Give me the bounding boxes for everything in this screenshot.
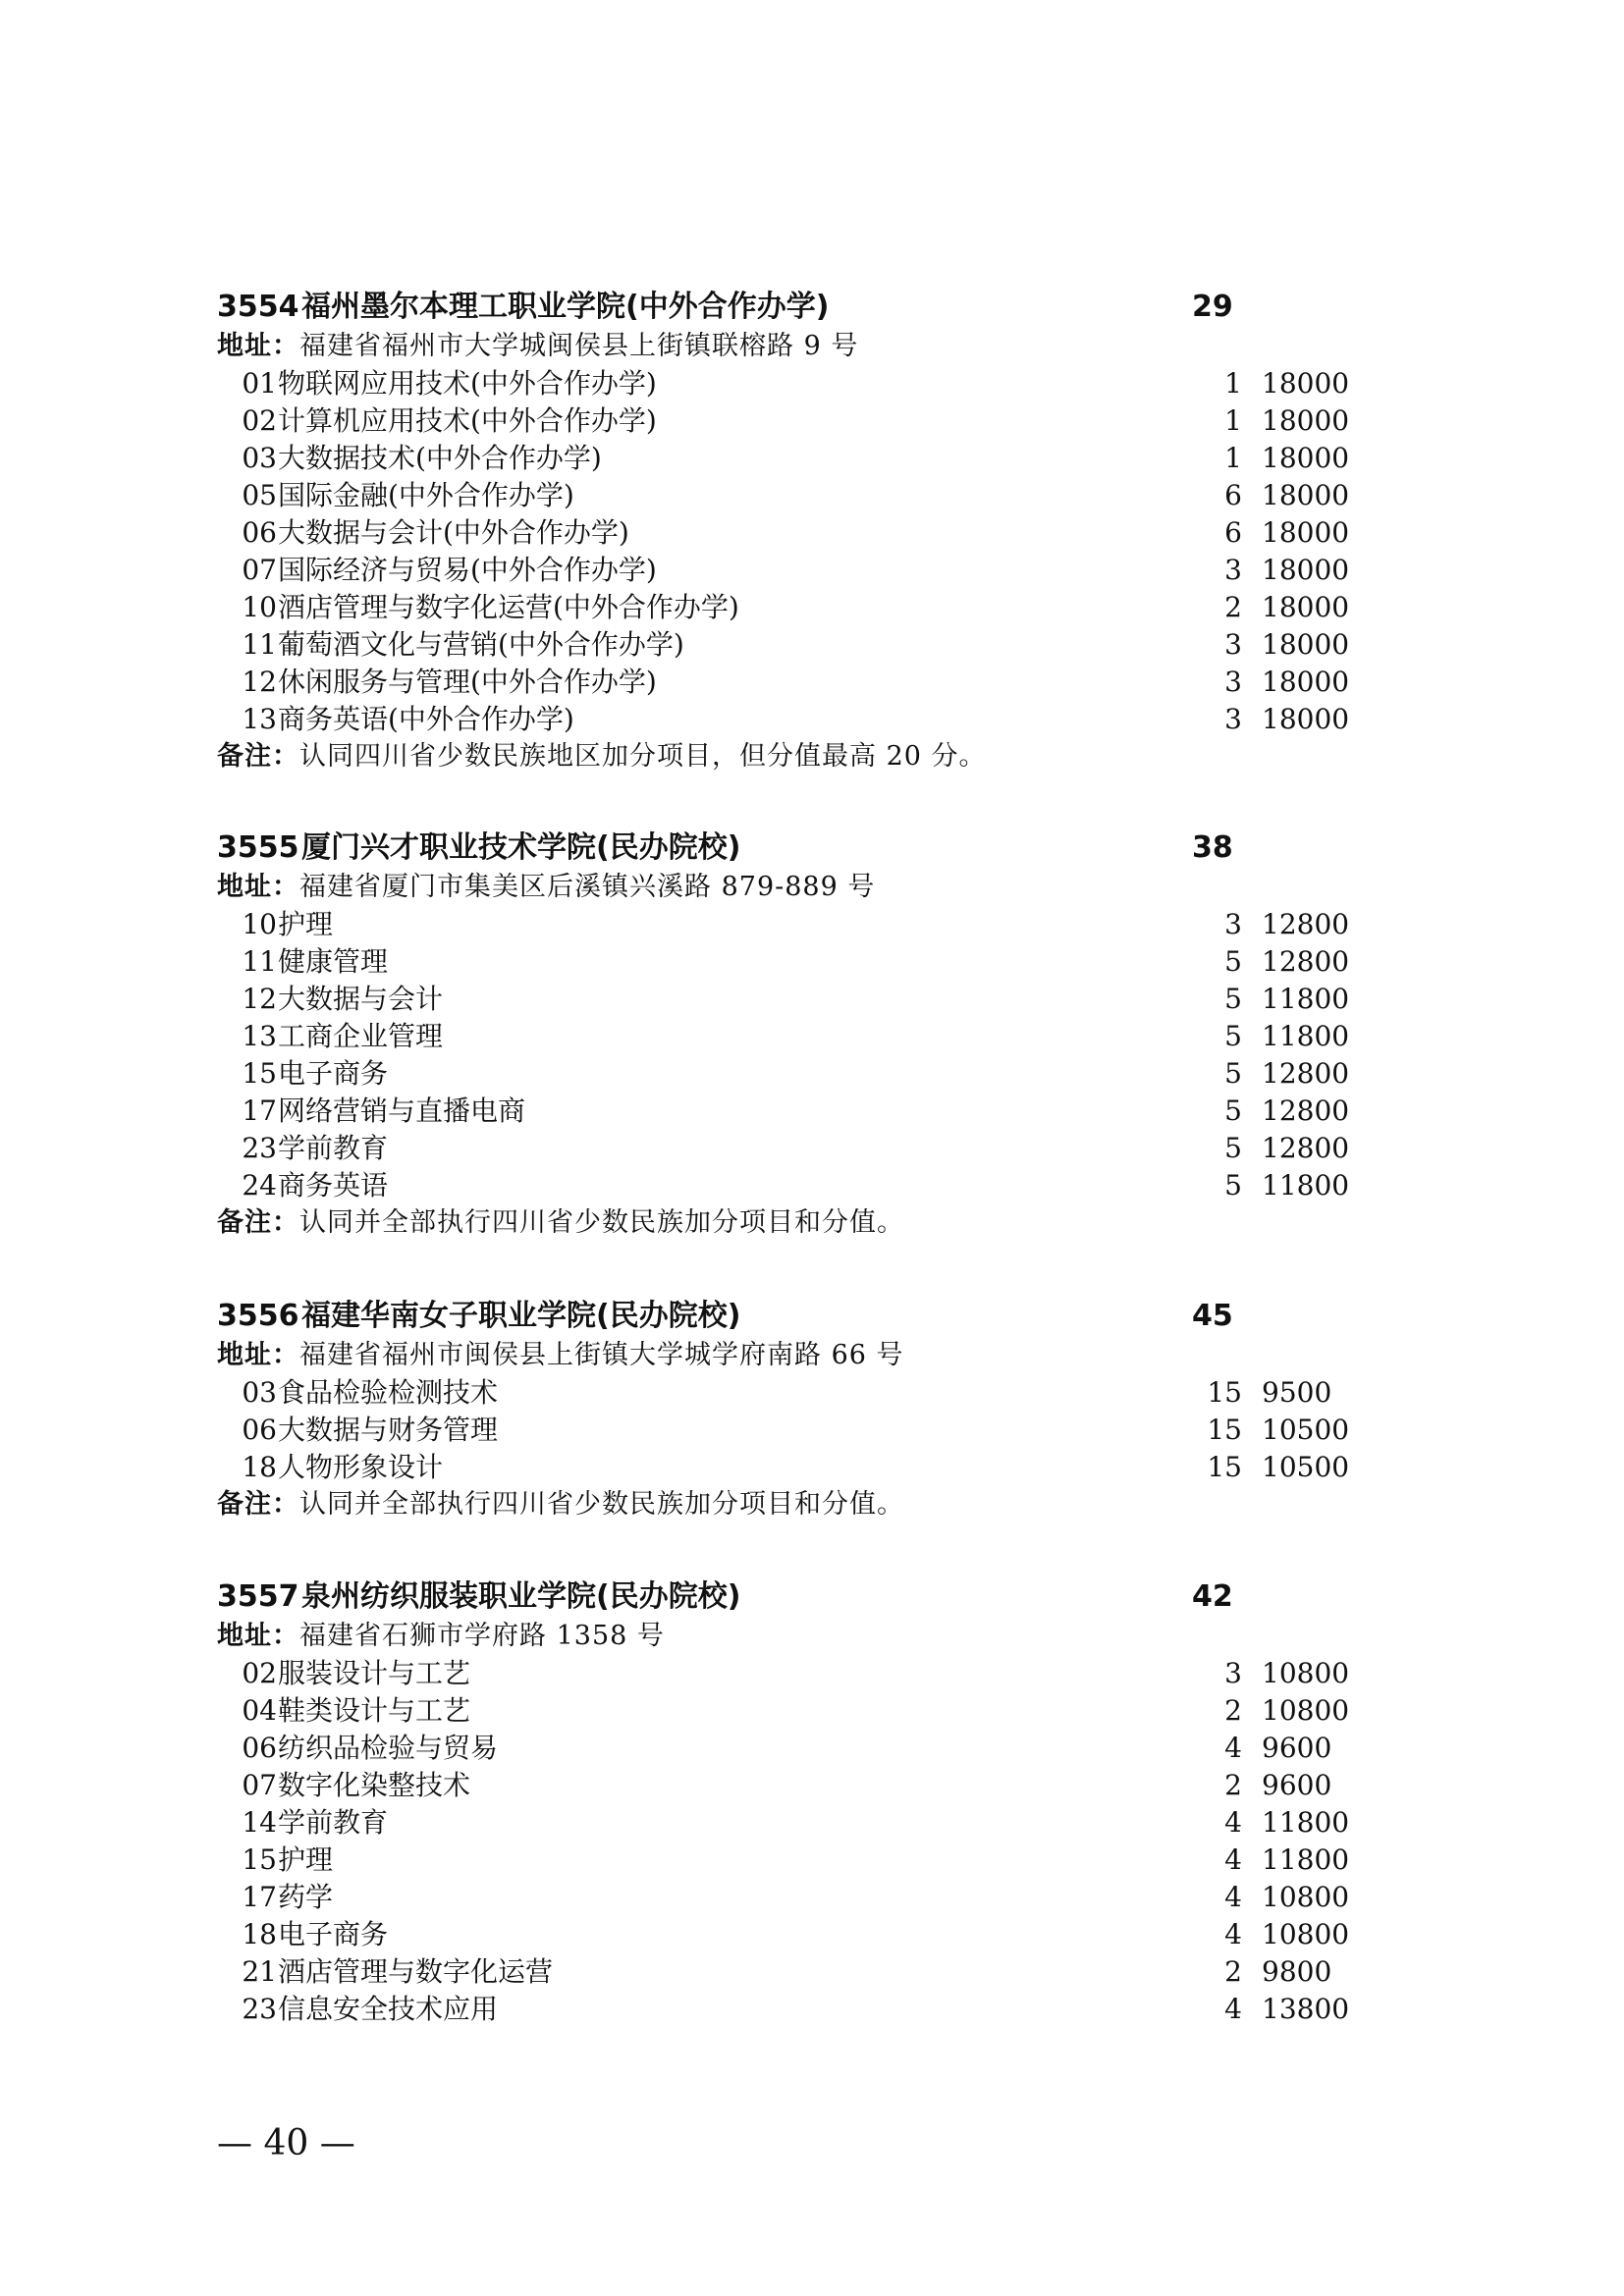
- major-name: 大数据与会计(中外合作办学): [278, 516, 629, 549]
- major-code: 14: [242, 1806, 277, 1839]
- major-tuition: 11800: [1262, 983, 1350, 1015]
- major-quota: 5: [1224, 1132, 1242, 1164]
- major-name: 电子商务: [278, 1057, 389, 1090]
- major-tuition: 9600: [1262, 1732, 1332, 1764]
- major-quota: 2: [1224, 1769, 1242, 1801]
- major-row: [217, 1953, 1395, 1991]
- major-quota: 15: [1207, 1414, 1242, 1446]
- major-tuition: 9600: [1262, 1769, 1332, 1801]
- major-row: [217, 402, 1395, 440]
- major-row: [217, 1130, 1395, 1167]
- major-tuition: 10800: [1262, 1918, 1350, 1950]
- major-name: 商务英语: [278, 1169, 389, 1201]
- major-row: [217, 626, 1395, 664]
- major-name: 护理: [278, 908, 334, 940]
- major-name: 大数据与会计: [278, 983, 444, 1015]
- major-tuition: 18000: [1262, 404, 1350, 437]
- major-quota: 3: [1224, 554, 1242, 586]
- major-name: 学前教育: [278, 1806, 389, 1839]
- major-name: 休闲服务与管理(中外合作办学): [278, 666, 657, 698]
- major-name: 葡萄酒文化与营销(中外合作办学): [278, 628, 684, 661]
- major-quota: 6: [1224, 479, 1242, 511]
- major-tuition: 18000: [1262, 591, 1350, 623]
- major-code: 05: [242, 479, 277, 511]
- major-quota: 4: [1224, 1881, 1242, 1913]
- major-code: 02: [242, 1657, 277, 1689]
- major-quota: 2: [1224, 1694, 1242, 1727]
- major-tuition: 11800: [1262, 1169, 1350, 1201]
- major-tuition: 11800: [1262, 1843, 1350, 1876]
- major-code: 15: [242, 1843, 277, 1876]
- note-label: 备注：: [217, 1207, 299, 1238]
- major-row: [217, 440, 1395, 477]
- major-name: 国际金融(中外合作办学): [278, 479, 574, 511]
- major-code: 07: [242, 1769, 277, 1801]
- major-code: 11: [242, 628, 277, 661]
- major-row: [217, 477, 1395, 514]
- major-code: 07: [242, 554, 277, 586]
- school-code: 3557: [217, 1579, 299, 1614]
- major-tuition: 12800: [1262, 908, 1350, 940]
- major-code: 17: [242, 1881, 277, 1913]
- major-row: [217, 1804, 1395, 1842]
- major-tuition: 10800: [1262, 1657, 1350, 1689]
- major-row: [217, 1991, 1395, 2028]
- major-code: 23: [242, 1993, 277, 2025]
- major-tuition: 18000: [1262, 442, 1350, 474]
- major-code: 10: [242, 908, 277, 940]
- major-row: [217, 1916, 1395, 1953]
- major-quota: 5: [1224, 945, 1242, 978]
- major-quota: 3: [1224, 908, 1242, 940]
- major-quota: 4: [1224, 1806, 1242, 1839]
- major-name: 酒店管理与数字化运营: [278, 1955, 554, 1988]
- major-quota: 15: [1207, 1451, 1242, 1483]
- major-name: 大数据技术(中外合作办学): [278, 442, 602, 474]
- school-name: 泉州纺织服装职业学院(民办院校): [301, 1579, 741, 1614]
- major-name: 大数据与财务管理: [278, 1414, 499, 1446]
- major-code: 15: [242, 1057, 277, 1090]
- major-code: 10: [242, 591, 277, 623]
- major-code: 23: [242, 1132, 277, 1164]
- major-row: [217, 1167, 1395, 1204]
- major-code: 24: [242, 1169, 277, 1201]
- major-quota: 1: [1224, 367, 1242, 400]
- major-quota: 4: [1224, 1732, 1242, 1764]
- school-note: [217, 1486, 1395, 1523]
- major-row: [217, 1412, 1395, 1449]
- major-code: 21: [242, 1955, 277, 1988]
- major-quota: 3: [1224, 1657, 1242, 1689]
- note-text: 认同并全部执行四川省少数民族加分项目和分值。: [299, 1489, 904, 1520]
- major-row: [217, 906, 1395, 943]
- major-code: 06: [242, 1414, 277, 1446]
- major-row: [217, 1018, 1395, 1055]
- major-name: 人物形象设计: [278, 1451, 444, 1483]
- major-code: 03: [242, 1376, 277, 1409]
- major-name: 鞋类设计与工艺: [278, 1694, 471, 1727]
- major-quota: 5: [1224, 1095, 1242, 1127]
- major-name: 国际经济与贸易(中外合作办学): [278, 554, 657, 586]
- major-quota: 4: [1224, 1918, 1242, 1950]
- major-row: [217, 1692, 1395, 1730]
- major-name: 食品检验检测技术: [278, 1376, 499, 1409]
- school-total-quota: 42: [1192, 1579, 1233, 1614]
- major-tuition: 10800: [1262, 1881, 1350, 1913]
- major-quota: 1: [1224, 442, 1242, 474]
- major-name: 服装设计与工艺: [278, 1657, 471, 1689]
- major-row: [217, 1767, 1395, 1804]
- major-row: [217, 1730, 1395, 1767]
- major-tuition: 12800: [1262, 1132, 1350, 1164]
- school-header: [217, 287, 1395, 328]
- major-tuition: 13800: [1262, 1993, 1350, 2025]
- major-row: [217, 664, 1395, 701]
- major-name: 计算机应用技术(中外合作办学): [278, 404, 657, 437]
- major-tuition: 10500: [1262, 1451, 1350, 1483]
- school-code: 3554: [217, 290, 299, 324]
- major-name: 信息安全技术应用: [278, 1993, 499, 2025]
- major-code: 13: [242, 703, 277, 735]
- major-code: 18: [242, 1451, 277, 1483]
- major-quota: 6: [1224, 516, 1242, 549]
- major-row: [217, 1449, 1395, 1486]
- major-tuition: 10500: [1262, 1414, 1350, 1446]
- major-quota: 2: [1224, 591, 1242, 623]
- major-row: [217, 943, 1395, 981]
- major-name: 药学: [278, 1881, 334, 1913]
- major-code: 17: [242, 1095, 277, 1127]
- note-label: 备注：: [217, 1489, 299, 1520]
- note-text: 认同四川省少数民族地区加分项目，但分值最高 20 分。: [299, 741, 987, 772]
- school-header: [217, 1576, 1395, 1618]
- address-text: 福建省石狮市学府路 1358 号: [299, 1621, 665, 1651]
- major-tuition: 9800: [1262, 1955, 1332, 1988]
- school-section: [217, 287, 1395, 775]
- major-code: 04: [242, 1694, 277, 1727]
- major-row: [217, 1879, 1395, 1916]
- address-label: 地址：: [217, 1340, 299, 1370]
- major-tuition: 18000: [1262, 367, 1350, 400]
- major-name: 电子商务: [278, 1918, 389, 1950]
- school-code: 3555: [217, 830, 299, 865]
- major-tuition: 18000: [1262, 628, 1350, 661]
- major-name: 学前教育: [278, 1132, 389, 1164]
- major-code: 11: [242, 945, 277, 978]
- major-tuition: 10800: [1262, 1694, 1350, 1727]
- school-address: [217, 1618, 1395, 1655]
- major-name: 物联网应用技术(中外合作办学): [278, 367, 657, 400]
- school-total-quota: 45: [1192, 1299, 1233, 1333]
- major-quota: 3: [1224, 628, 1242, 661]
- major-quota: 3: [1224, 666, 1242, 698]
- major-name: 数字化染整技术: [278, 1769, 471, 1801]
- major-code: 13: [242, 1020, 277, 1052]
- major-code: 06: [242, 1732, 277, 1764]
- address-text: 福建省福州市闽侯县上街镇大学城学府南路 66 号: [299, 1340, 904, 1370]
- note-text: 认同并全部执行四川省少数民族加分项目和分值。: [299, 1207, 904, 1238]
- major-tuition: 12800: [1262, 945, 1350, 978]
- school-address: [217, 328, 1395, 365]
- major-row: [217, 701, 1395, 738]
- major-row: [217, 552, 1395, 589]
- school-address: [217, 1337, 1395, 1374]
- major-code: 02: [242, 404, 277, 437]
- school-section: [217, 1576, 1395, 2028]
- major-code: 18: [242, 1918, 277, 1950]
- school-code: 3556: [217, 1299, 299, 1333]
- major-name: 网络营销与直播电商: [278, 1095, 526, 1127]
- major-quota: 15: [1207, 1376, 1242, 1409]
- major-quota: 5: [1224, 983, 1242, 1015]
- page-number: — 40 —: [217, 2123, 355, 2163]
- school-header: [217, 828, 1395, 869]
- major-tuition: 9500: [1262, 1376, 1332, 1409]
- school-name: 福州墨尔本理工职业学院(中外合作办学): [301, 290, 830, 324]
- school-name: 福建华南女子职业学院(民办院校): [301, 1299, 741, 1333]
- major-quota: 5: [1224, 1020, 1242, 1052]
- address-label: 地址：: [217, 872, 299, 902]
- major-row: [217, 589, 1395, 626]
- major-tuition: 18000: [1262, 516, 1350, 549]
- school-header: [217, 1296, 1395, 1337]
- major-row: [217, 514, 1395, 552]
- address-label: 地址：: [217, 331, 299, 361]
- school-address: [217, 869, 1395, 906]
- major-tuition: 11800: [1262, 1020, 1350, 1052]
- major-name: 纺织品检验与贸易: [278, 1732, 499, 1764]
- address-label: 地址：: [217, 1621, 299, 1651]
- major-name: 商务英语(中外合作办学): [278, 703, 574, 735]
- major-tuition: 12800: [1262, 1095, 1350, 1127]
- major-quota: 3: [1224, 703, 1242, 735]
- major-quota: 2: [1224, 1955, 1242, 1988]
- major-tuition: 18000: [1262, 479, 1350, 511]
- major-tuition: 12800: [1262, 1057, 1350, 1090]
- note-label: 备注：: [217, 741, 299, 772]
- major-quota: 5: [1224, 1057, 1242, 1090]
- major-name: 护理: [278, 1843, 334, 1876]
- school-name: 厦门兴才职业技术学院(民办院校): [301, 830, 741, 865]
- major-quota: 5: [1224, 1169, 1242, 1201]
- school-section: [217, 1296, 1395, 1523]
- school-section: [217, 828, 1395, 1242]
- major-row: [217, 1374, 1395, 1412]
- school-total-quota: 38: [1192, 830, 1233, 865]
- major-quota: 4: [1224, 1993, 1242, 2025]
- major-row: [217, 981, 1395, 1018]
- major-tuition: 11800: [1262, 1806, 1350, 1839]
- school-note: [217, 1204, 1395, 1242]
- address-text: 福建省福州市大学城闽侯县上街镇联榕路 9 号: [299, 331, 859, 361]
- major-row: [217, 365, 1395, 402]
- major-code: 03: [242, 442, 277, 474]
- major-name: 工商企业管理: [278, 1020, 444, 1052]
- major-quota: 1: [1224, 404, 1242, 437]
- school-total-quota: 29: [1192, 290, 1233, 324]
- major-row: [217, 1655, 1395, 1692]
- major-code: 06: [242, 516, 277, 549]
- major-tuition: 18000: [1262, 554, 1350, 586]
- major-tuition: 18000: [1262, 703, 1350, 735]
- major-code: 12: [242, 666, 277, 698]
- major-name: 健康管理: [278, 945, 389, 978]
- address-text: 福建省厦门市集美区后溪镇兴溪路 879-889 号: [299, 872, 876, 902]
- major-row: [217, 1842, 1395, 1879]
- major-name: 酒店管理与数字化运营(中外合作办学): [278, 591, 739, 623]
- major-code: 12: [242, 983, 277, 1015]
- major-row: [217, 1093, 1395, 1130]
- major-code: 01: [242, 367, 277, 400]
- school-note: [217, 738, 1395, 775]
- major-row: [217, 1055, 1395, 1093]
- major-tuition: 18000: [1262, 666, 1350, 698]
- major-quota: 4: [1224, 1843, 1242, 1876]
